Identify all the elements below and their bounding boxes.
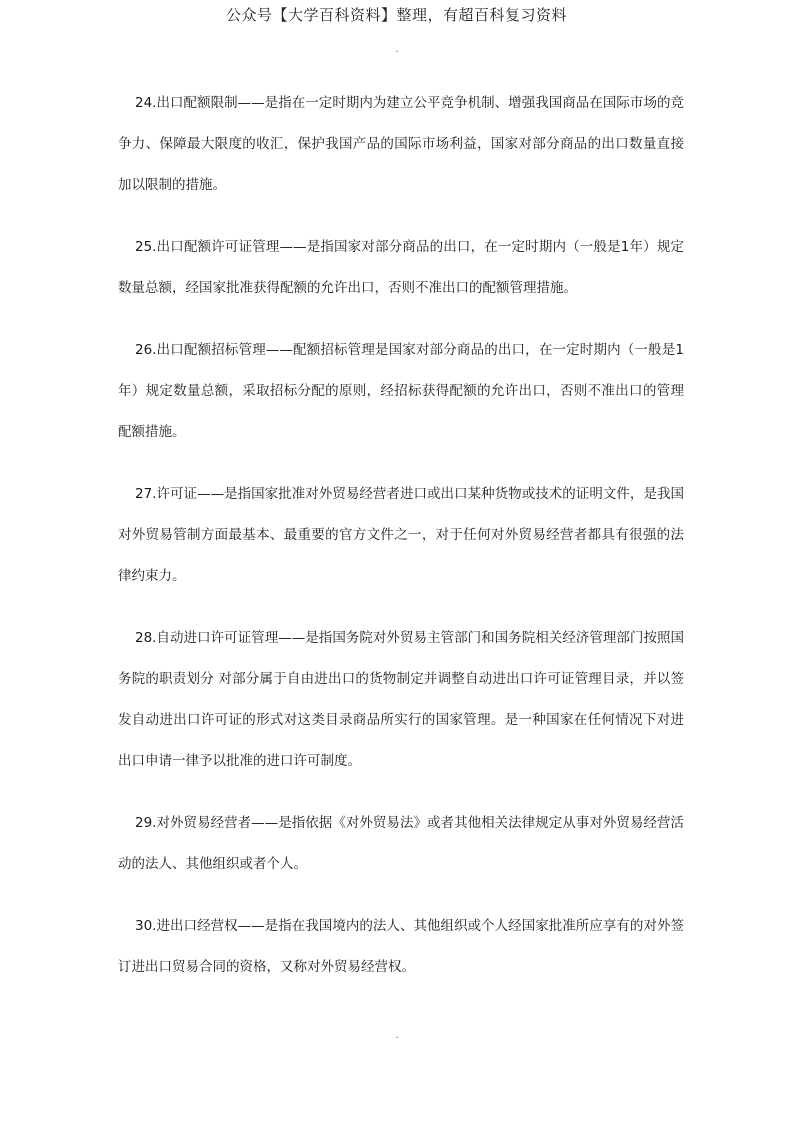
definition-26: 26.出口配额招标管理——配额招标管理是国家对部分商品的出口，在一定时期内（一般是1年）规定数量总额，采取招标分配的原则，经招标获得配额的允许出口，否则不准出口的管理配额措施。 [118,342,684,440]
document-body [118,83,684,1009]
definition-30: 30.进出口经营权——是指在我国境内的法人、其他组织或个人经国家批准所应享有的对外签订进出口贸易合同的资格，又称对外贸易经营权。 [118,918,684,975]
top-marker: . [395,44,399,55]
definition-24: 24.出口配额限制——是指在一定时期内为建立公平竞争机制、增强我国商品在国际市场的竞争力、保障最大限度的收汇，保护我国产品的国际市场利益，国家对部分商品的出口数量直接加以限制的措施。 [118,95,684,193]
definition-29: 29.对外贸易经营者——是指依据《对外贸易法》或者其他相关法律规定从事对外贸易经营活动的法人、其他组织或者个人。 [118,815,684,872]
definition-28: 28.自动进口许可证管理——是指国务院对外贸易主管部门和国务院相关经济管理部门按照国务院的职责划分 对部分属于自由进出口的货物制定并调整自动进出口许可证管理目录，并以签发自动进出口许可证的形式对这类目录商品所实行的国家管理。是一种国家在任何情况下对进出口申请一律予以批准的进口许可制度。 [118,630,684,769]
definition-25: 25.出口配额许可证管理——是指国家对部分商品的出口，在一定时期内（一般是1年）规定数量总额，经国家批准获得配额的允许出口，否则不准出口的配额管理措施。 [118,239,684,296]
definition-27: 27.许可证——是指国家批准对外贸易经营者进口或出口某种货物或技术的证明文件，是我国对外贸易管制方面最基本、最重要的官方文件之一，对于任何对外贸易经营者都具有很强的法律约束力。 [118,486,684,584]
bottom-marker: . [395,1030,399,1041]
page-header: 公众号【大学百科资料】整理，有超百科复习资料 [225,6,567,24]
